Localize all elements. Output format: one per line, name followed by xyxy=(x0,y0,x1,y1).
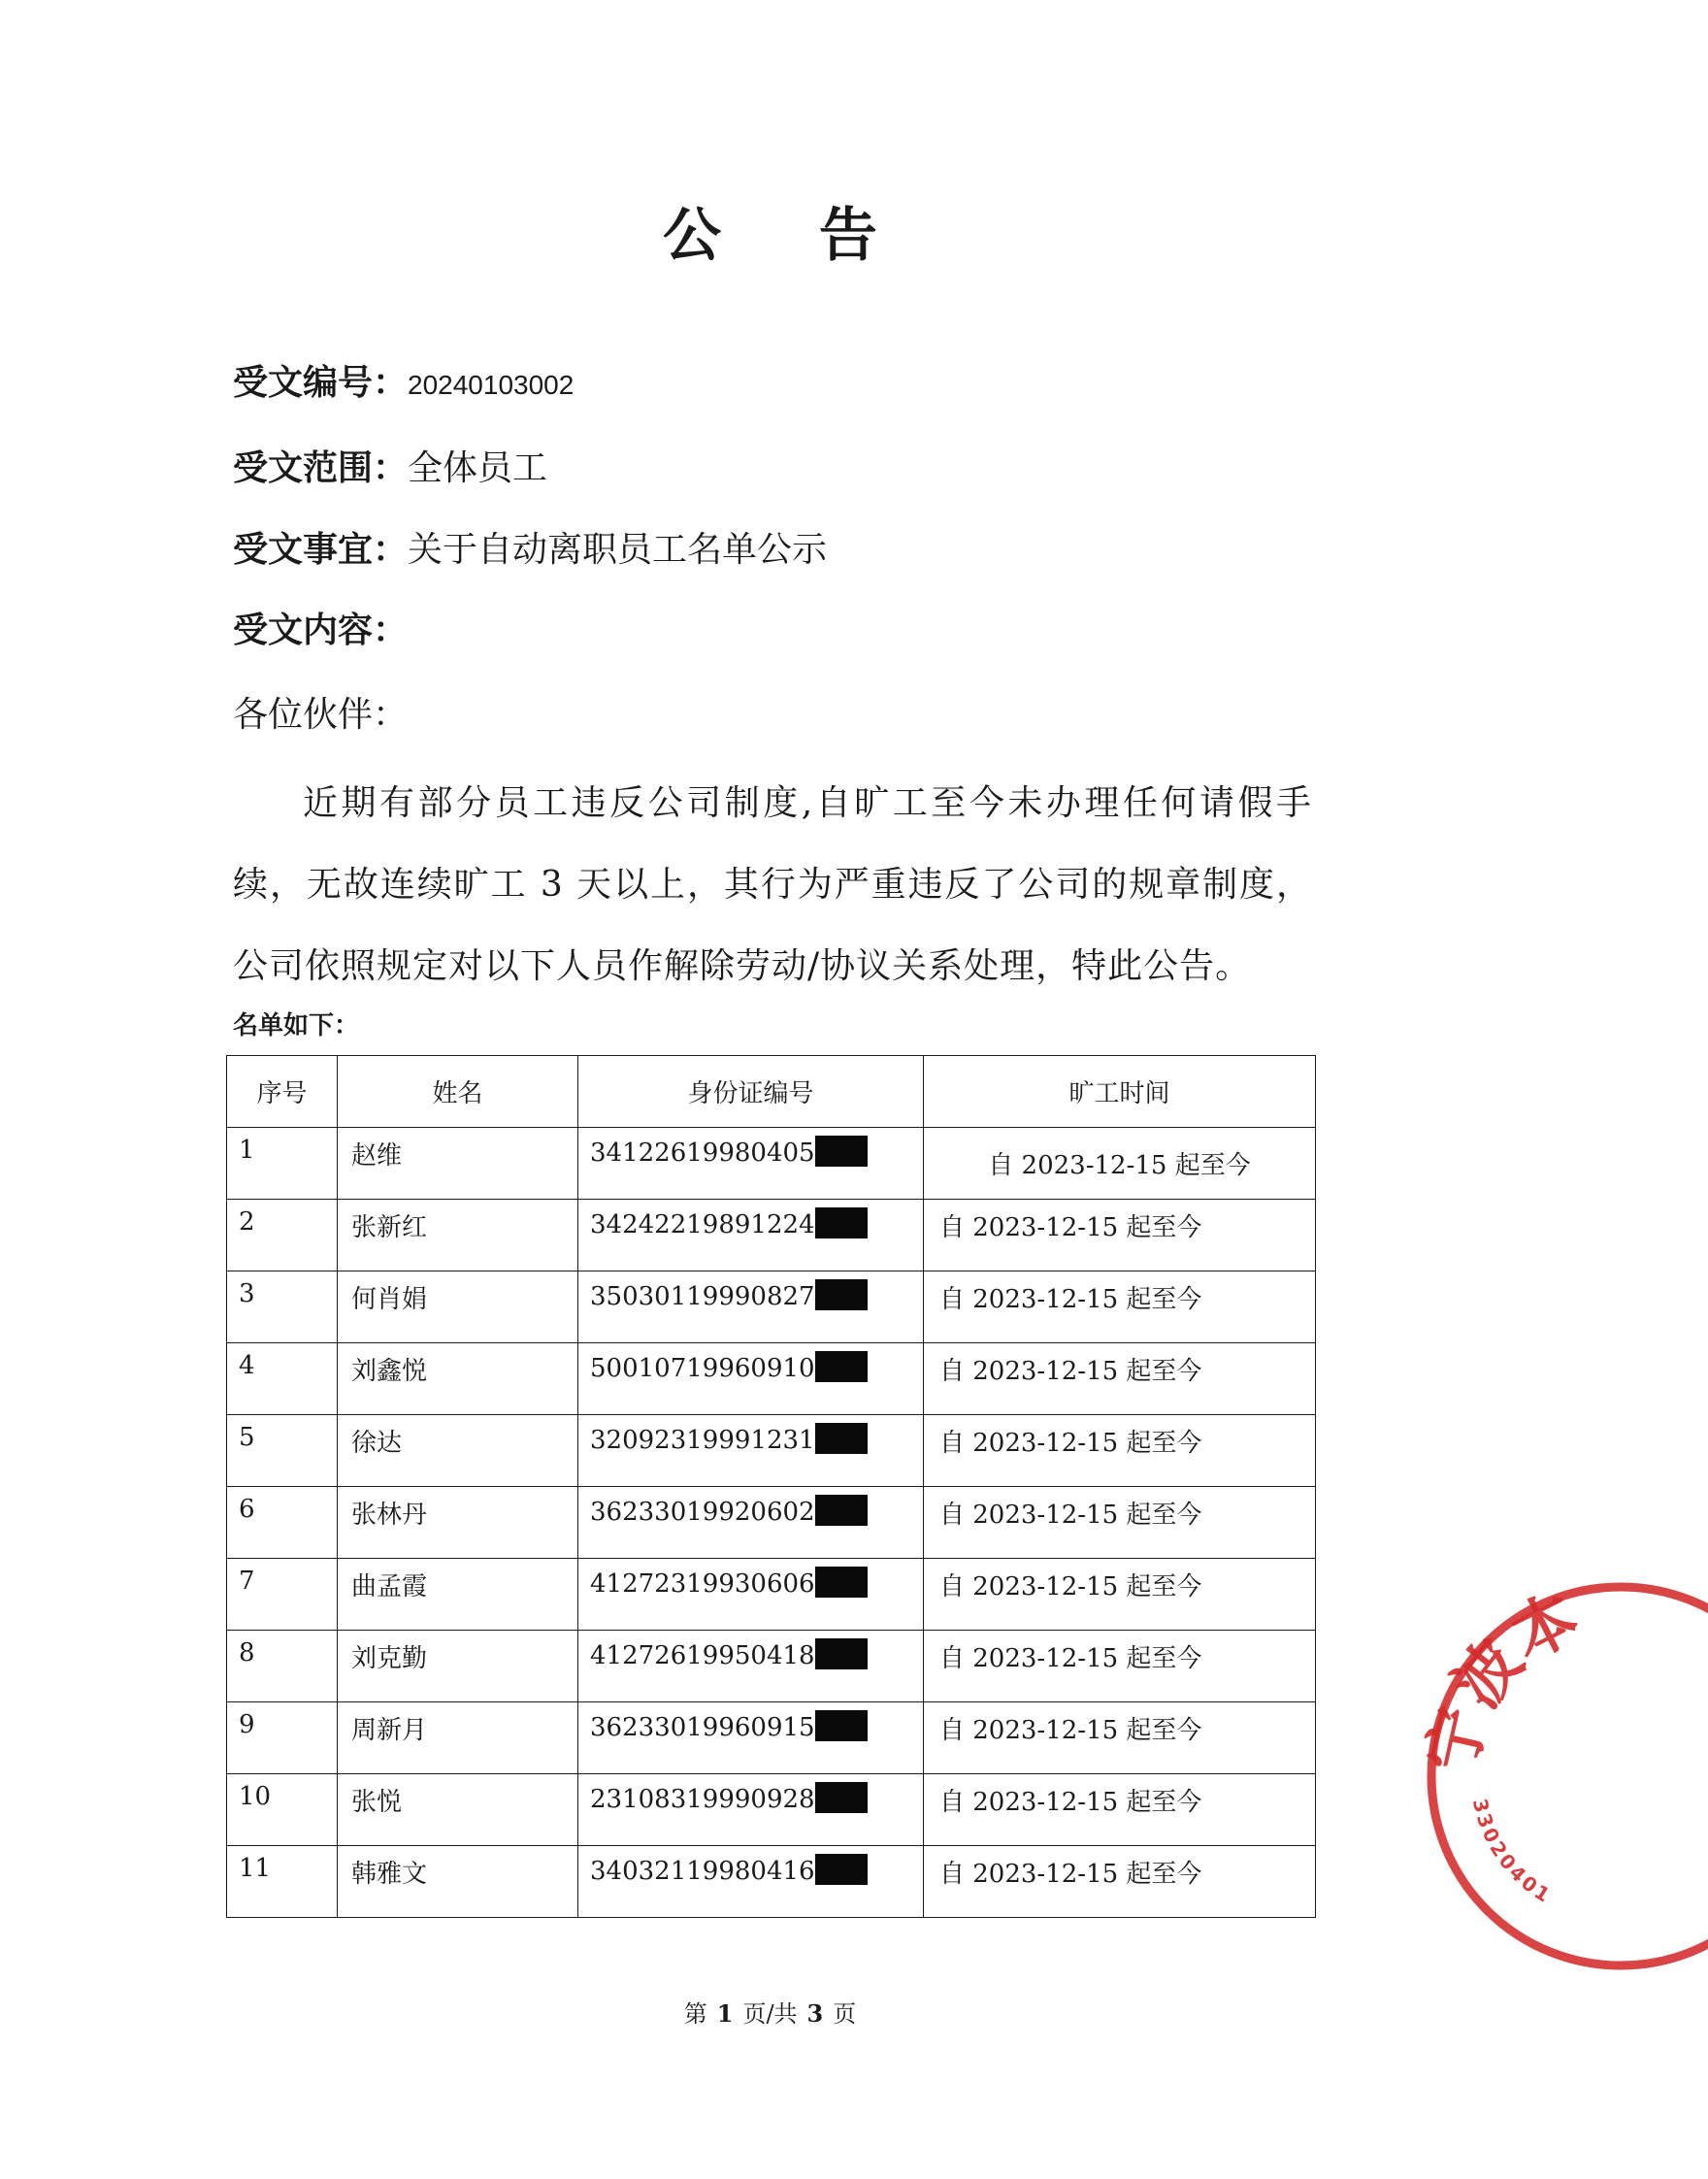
row-no: 1 xyxy=(227,1128,338,1200)
redaction-block xyxy=(815,1782,868,1813)
row-name: 刘鑫悦 xyxy=(338,1343,578,1415)
meta-label: 受文事宜： xyxy=(233,530,409,570)
row-no: 2 xyxy=(227,1200,338,1271)
row-time: 自 2023-12-15 起至今 xyxy=(924,1415,1316,1487)
row-name: 韩雅文 xyxy=(338,1846,578,1918)
meta-label: 受文编号： xyxy=(233,363,409,403)
row-no: 3 xyxy=(227,1271,338,1343)
seal-code: 33020401 xyxy=(1467,1796,1557,1909)
header-no: 序号 xyxy=(227,1056,338,1128)
row-id xyxy=(578,1846,924,1918)
header-name: 姓名 xyxy=(338,1056,578,1128)
redaction-block xyxy=(815,1136,868,1167)
table-row xyxy=(227,1271,1316,1343)
list-heading: 名单如下： xyxy=(233,1011,360,1040)
row-no: 8 xyxy=(227,1631,338,1702)
row-no: 6 xyxy=(227,1487,338,1559)
row-time: 自 2023-12-15 起至今 xyxy=(924,1559,1316,1631)
table-row xyxy=(227,1631,1316,1702)
id-digits: 36233019960915 xyxy=(590,1713,815,1742)
row-id xyxy=(578,1200,924,1271)
row-id xyxy=(578,1128,924,1200)
table-row xyxy=(227,1200,1316,1271)
meta-value: 全体员工 xyxy=(408,448,548,488)
row-name: 张悦 xyxy=(338,1774,578,1846)
row-no: 9 xyxy=(227,1702,338,1774)
meta-doc-number xyxy=(233,359,574,410)
row-id xyxy=(578,1415,924,1487)
row-id xyxy=(578,1271,924,1343)
id-digits: 50010719960910 xyxy=(590,1354,815,1383)
row-no: 7 xyxy=(227,1559,338,1631)
row-id xyxy=(578,1631,924,1702)
id-digits: 32092319991231 xyxy=(590,1426,815,1455)
svg-text:宁波本 xyxy=(1414,1579,1591,1779)
row-name: 刘克勤 xyxy=(338,1631,578,1702)
meta-value: 20240103002 xyxy=(408,370,575,400)
footer-mid: 页/共 xyxy=(742,2000,798,2028)
id-digits: 34122619980405 xyxy=(590,1139,815,1168)
company-seal-icon xyxy=(1413,1572,1708,1980)
employee-table xyxy=(226,1055,1316,1918)
id-digits: 34032119980416 xyxy=(590,1857,815,1886)
announcement-body: 近期有部分员工违反公司制度,自旷工至今未办理任何请假手续，无故连续旷工 3 天以上，其行为严重违反了公司的规章制度，公司依照规定对以下人员作解除劳动/协议关系处理，特此公告。 xyxy=(233,783,1312,986)
redaction-block xyxy=(815,1854,868,1885)
table-row xyxy=(227,1846,1316,1918)
footer-page-number: 1 xyxy=(716,1999,734,2028)
page-footer xyxy=(0,1995,1540,2029)
table-row xyxy=(227,1487,1316,1559)
row-name: 赵维 xyxy=(338,1128,578,1200)
greeting: 各位伙伴： xyxy=(233,695,409,735)
redaction-block xyxy=(815,1495,868,1526)
header-id: 身份证编号 xyxy=(578,1056,924,1128)
redaction-block xyxy=(815,1279,868,1310)
redaction-block xyxy=(815,1710,868,1741)
table-header-row xyxy=(227,1056,1316,1128)
row-name: 周新月 xyxy=(338,1702,578,1774)
table-row xyxy=(227,1702,1316,1774)
row-id xyxy=(578,1343,924,1415)
row-name: 何肖娟 xyxy=(338,1271,578,1343)
redaction-block xyxy=(815,1207,868,1238)
id-digits: 34242219891224 xyxy=(590,1210,815,1239)
id-digits: 41272319930606 xyxy=(590,1569,815,1599)
id-digits: 41272619950418 xyxy=(590,1641,815,1670)
meta-subject xyxy=(233,526,827,575)
table-row xyxy=(227,1343,1316,1415)
footer-total-pages: 3 xyxy=(806,1999,824,2028)
row-no: 4 xyxy=(227,1343,338,1415)
svg-text:33020401 xyxy=(1468,1797,1557,1908)
row-time: 自 2023-12-15 起至今 xyxy=(924,1702,1316,1774)
id-digits: 23108319990928 xyxy=(590,1785,815,1814)
seal-text: 宁波本 xyxy=(1413,1578,1591,1779)
meta-label: 受文范围： xyxy=(233,448,409,488)
redaction-block xyxy=(815,1423,868,1454)
table-body xyxy=(227,1128,1316,1918)
redaction-block xyxy=(815,1351,868,1382)
footer-suffix: 页 xyxy=(833,2000,857,2028)
document-title: 公 告 xyxy=(663,202,916,270)
row-name: 张新红 xyxy=(338,1200,578,1271)
row-id xyxy=(578,1774,924,1846)
id-digits: 36233019920602 xyxy=(590,1498,815,1527)
footer-prefix: 第 xyxy=(683,2000,707,2028)
row-name: 曲孟霞 xyxy=(338,1559,578,1631)
row-time: 自 2023-12-15 起至今 xyxy=(924,1200,1316,1271)
row-id xyxy=(578,1702,924,1774)
table-row xyxy=(227,1415,1316,1487)
table-row xyxy=(227,1774,1316,1846)
meta-value: 关于自动离职员工名单公示 xyxy=(408,530,828,570)
row-no: 11 xyxy=(227,1846,338,1918)
row-time: 自 2023-12-15 起至今 xyxy=(924,1631,1316,1702)
meta-label: 受文内容： xyxy=(233,611,409,650)
row-no: 5 xyxy=(227,1415,338,1487)
row-time: 自 2023-12-15 起至今 xyxy=(924,1128,1316,1200)
row-time: 自 2023-12-15 起至今 xyxy=(924,1343,1316,1415)
header-time: 旷工时间 xyxy=(924,1056,1316,1128)
row-id xyxy=(578,1487,924,1559)
row-time: 自 2023-12-15 起至今 xyxy=(924,1271,1316,1343)
row-id xyxy=(578,1559,924,1631)
row-time: 自 2023-12-15 起至今 xyxy=(924,1487,1316,1559)
meta-content xyxy=(233,607,408,655)
table-row xyxy=(227,1559,1316,1631)
redaction-block xyxy=(815,1567,868,1598)
id-digits: 35030119990827 xyxy=(590,1282,815,1311)
row-name: 张林丹 xyxy=(338,1487,578,1559)
row-no: 10 xyxy=(227,1774,338,1846)
table-row xyxy=(227,1128,1316,1200)
redaction-block xyxy=(815,1638,868,1669)
row-name: 徐达 xyxy=(338,1415,578,1487)
meta-scope xyxy=(233,445,547,493)
row-time: 自 2023-12-15 起至今 xyxy=(924,1774,1316,1846)
row-time: 自 2023-12-15 起至今 xyxy=(924,1846,1316,1918)
